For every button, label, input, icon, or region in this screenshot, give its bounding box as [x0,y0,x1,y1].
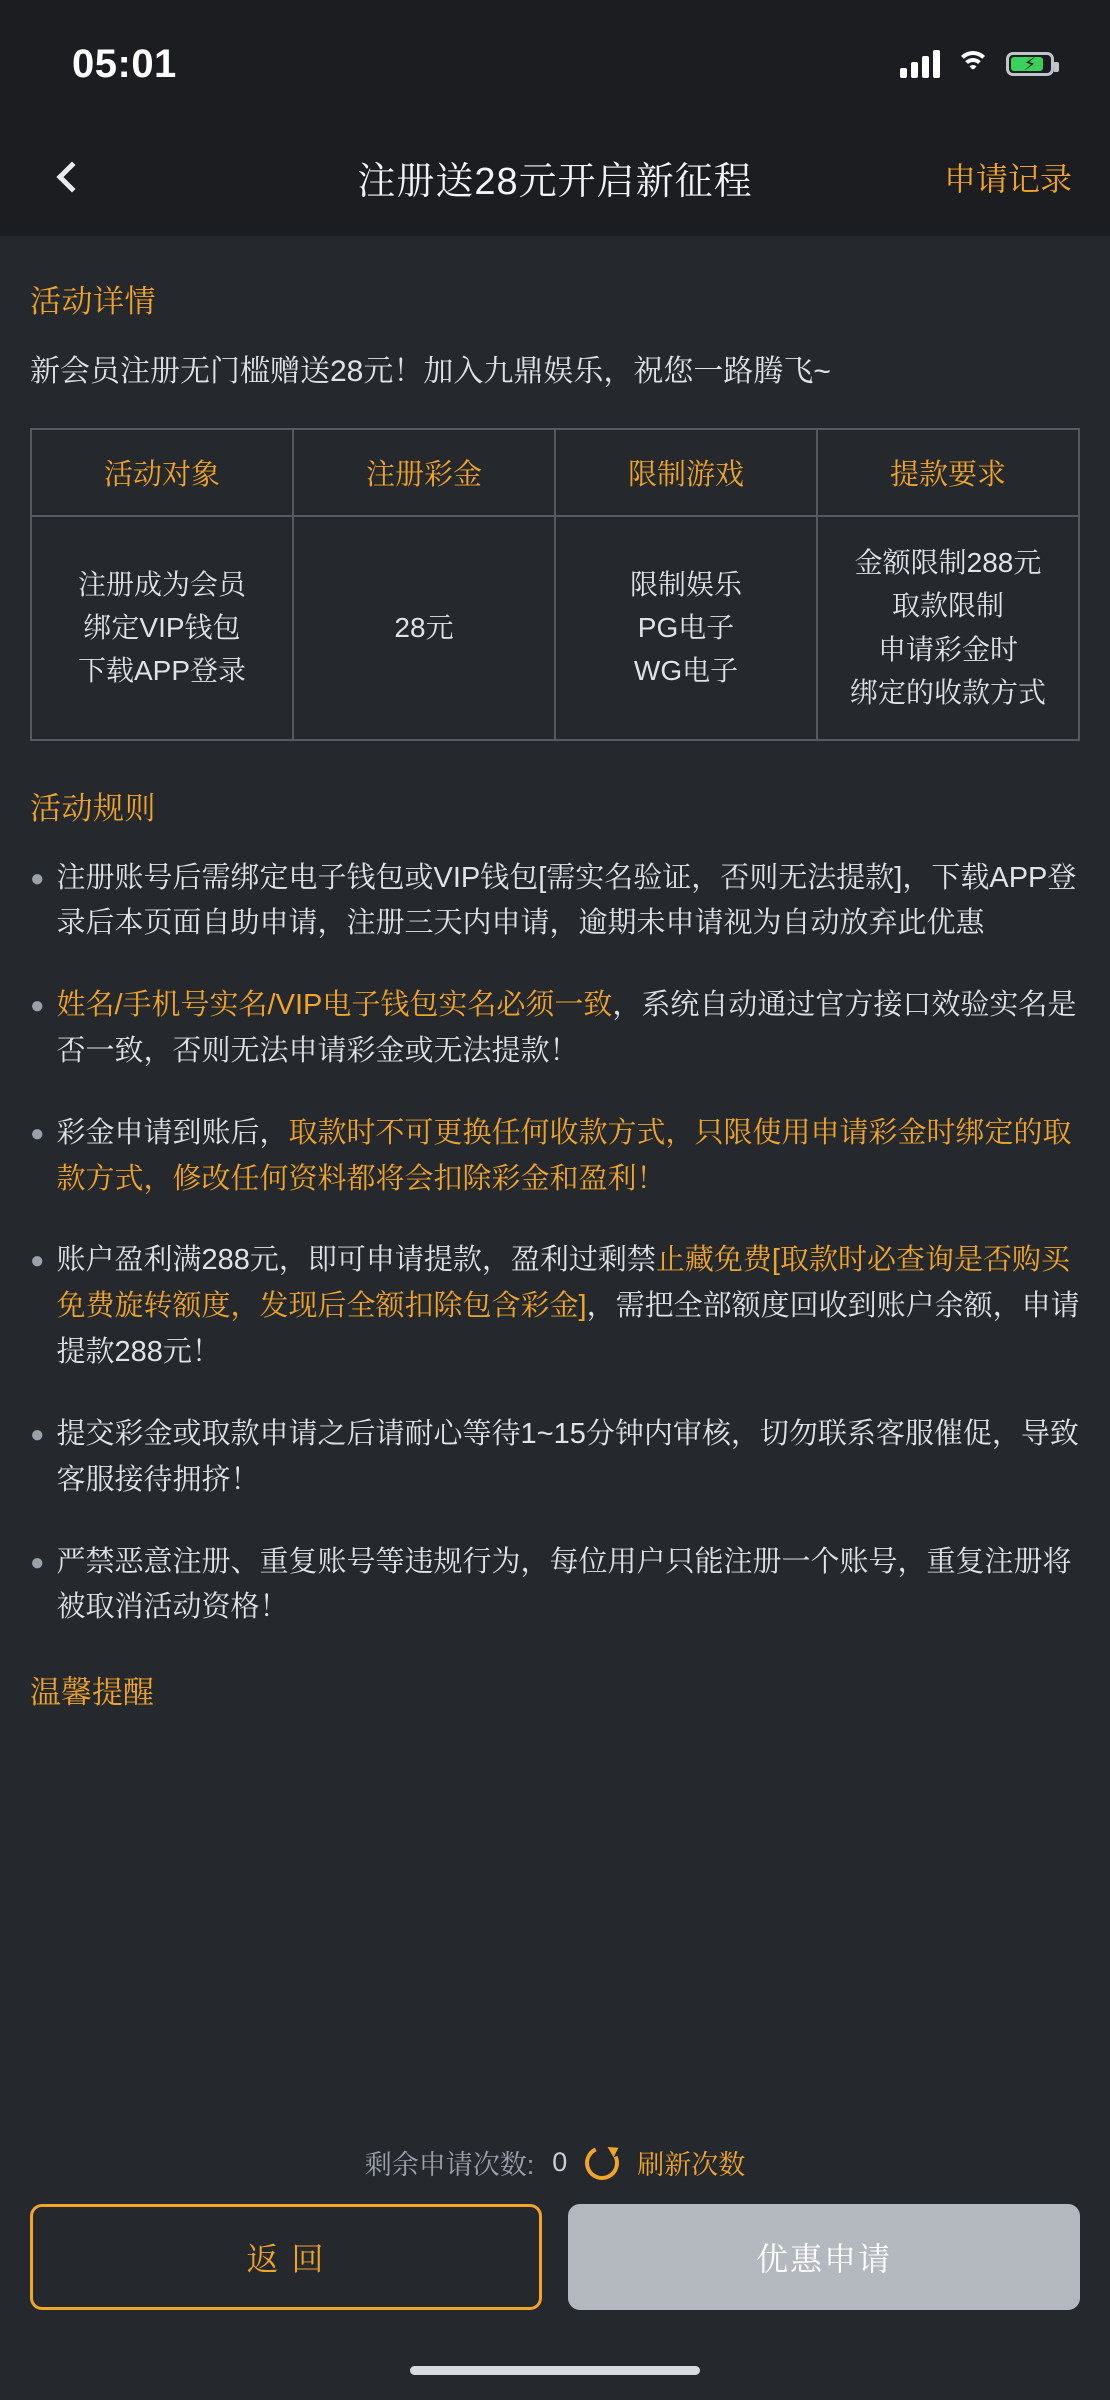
rule-text [57,1111,1081,1203]
rule-item [30,983,1080,1075]
table-header-cell: 注册彩金 [293,429,555,516]
back-button[interactable]: 返 回 [30,2204,542,2310]
battery-charging-icon: ⚡ [1006,52,1054,76]
table-cell: 注册成为会员 绑定VIP钱包 下载APP登录 [31,516,293,740]
footer-bar [0,2125,1110,2340]
rule-text [57,1238,1081,1375]
wifi-icon [956,51,990,77]
rule-item [30,1540,1080,1632]
tip-section-title: 温馨提醒 [30,1675,154,1711]
apply-promotion-button[interactable]: 优惠申请 [568,2204,1080,2310]
bullet-icon: ● [30,1247,45,1275]
rule-text-part: 账户盈利满288元，即可申请提款，盈利过剩禁 [56,1244,656,1277]
rule-text-part: 注册账号后需绑定电子钱包或VIP钱包[需实名验证，否则无法提款] [56,861,903,894]
table-header-cell: 提款要求 [817,429,1079,516]
rule-text [57,983,1081,1075]
rule-text [57,856,1081,948]
page-title: 注册送28元开启新征程 [357,160,753,203]
status-icons [900,40,1054,78]
detail-intro-text: 新会员注册无门槛赠送28元！加入九鼎娱乐，祝您一路腾飞~ [30,355,831,388]
remaining-attempts-count: 0 [552,2147,568,2177]
table-cell: 金额限制288元 取款限制 申请彩金时 绑定的收款方式 [817,516,1079,740]
table-cell: 限制娱乐 PG电子 WG电子 [555,516,817,740]
rule-text-part: ，需把全部额度回收到账户余额，申请提款288元！ [56,1290,1080,1369]
table-cell: 28元 [293,516,555,740]
chevron-left-icon[interactable] [36,145,100,209]
rules-section-title: 活动规则 [30,790,156,826]
refresh-count-label[interactable]: 刷新次数 [637,2150,746,2180]
rule-text-highlight: 姓名/手机号实名/VIP电子钱包实名必须一致 [56,989,613,1022]
remaining-attempts-label: 剩余申请次数: [364,2150,535,2180]
rule-item [30,1238,1080,1375]
rule-text-part: 严禁恶意注册、重复账号等违规行为，每位用户只能注册一个账号，重复注册将被取消活动资格！ [56,1545,1072,1624]
home-indicator-area [0,2340,1110,2400]
nav-bar [0,118,1110,236]
footer-buttons [30,2204,1080,2340]
rule-text-part: ，下载APP登录后本页面自助申请，注册三天内申请，逾期未申请视为自动放弃此优惠 [56,861,1077,940]
status-bar [0,0,1110,118]
bullet-icon: ● [30,1119,45,1147]
rule-text-part: ，系统自动通过官方接口效验实名是否一致，否则无法申请彩金或无法提款！ [56,989,1077,1067]
bullet-icon: ● [30,1548,45,1576]
activity-table [30,428,1080,741]
rule-text [57,1412,1081,1504]
rule-text-part: 提交彩金或取款申请之后请耐心等待1~15分钟内审核，切勿联系客服催促，导致客服接待拥挤！ [56,1417,1079,1496]
rule-text [57,1540,1081,1632]
application-records-link[interactable]: 申请记录 [943,161,1072,197]
rule-text-highlight: 止藏免费[取款时必查询是否购买免费旋转额度，发现后全额扣除包含彩金] [56,1244,1070,1323]
bullet-icon: ● [30,1420,45,1448]
table-header-cell: 限制游戏 [555,429,817,516]
status-time: 05:01 [72,41,177,86]
refresh-icon[interactable] [585,2146,619,2180]
home-indicator[interactable] [410,2366,700,2375]
rule-item [30,1412,1080,1504]
detail-section-title: 活动详情 [30,284,156,319]
rule-text-part: 彩金申请到账后， [56,1116,289,1149]
bullet-icon: ● [30,864,45,892]
rule-text-highlight: 取款时不可更换任何收款方式，只限使用申请彩金时绑定的取款方式，修改任何资料都将会扣除彩金和盈利！ [56,1116,1072,1195]
rules-list [30,856,1080,1632]
remaining-attempts-row [30,2125,1080,2204]
signal-icon [900,50,940,78]
bullet-icon: ● [30,992,45,1020]
rule-item [30,1111,1080,1203]
rule-item [30,856,1080,948]
table-header-cell: 活动对象 [31,429,293,516]
table-header-row [31,429,1079,516]
table-row [31,516,1079,740]
content-area[interactable] [0,236,1110,2125]
